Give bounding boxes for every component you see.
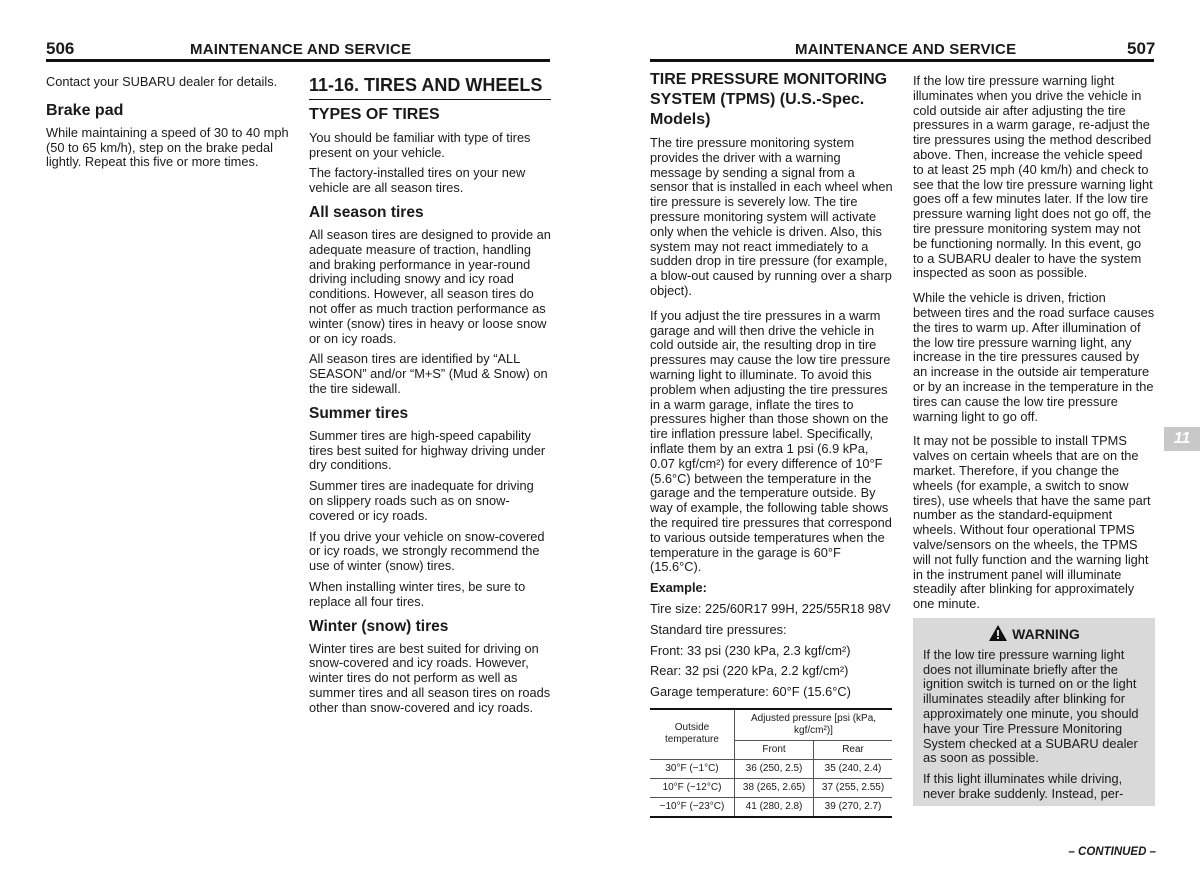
- example-label: Example:: [650, 580, 707, 596]
- warning-p1: If the low tire pressure warning light does not illuminate briefly after the ignition switch is turned on or the light illuminates steadily after blinking for approximately one minute, you should have your Tire Pressure Monitoring System checked at a SUBARU dealer as soon as possible.: [923, 646, 1139, 766]
- col4-p3: It may not be possible to install TPMS valves on certain wheels that are on the market. Therefore, if you change the wheels (for example, a switch to snow tires), use wheels that have the same part number as the standard-equipment wheels. Without four operational TPMS valve/sensors on the wheels, the TPMS will not fully function and the warning light in the instrument panel will illuminate steadily after blinking for approximately one minute.: [913, 433, 1151, 612]
- cell-front: 36 (250, 2.5): [735, 759, 814, 778]
- col4-p2: While the vehicle is driven, friction between tires and the road surface causes the tires to warm up. After illumination of the low tire pressure warning light, any increase in the tire pressures caused by an increase in the outside air temperature or by an increase in the temperature in the tires can cause the low tire pressure warning light to go off.: [913, 290, 1155, 424]
- running-head-left: MAINTENANCE AND SERVICE: [190, 41, 412, 58]
- tpms-p2: If you adjust the tire pressures in a warm garage and will then drive the vehicle in cold outside air, the resulting drop in tire pressures may cause the low tire pressure warning light to illuminate. To avoid this problem when adjusting the tire pressures in a warm garage, inflate the tires to pressures higher than those shown on the tire inflation pressure label. Specifically, inflate them by an extra 1 psi (6.9 kPa, 0.07 kgf/cm²) for every difference of 10°F (5.6°C) between the temperature in the garage and the temperature outside. By way of example, the following table shows the required tire pressures that correspond to various outside temperatures when the temperature in the garage is 60°F (15.6°C).: [650, 307, 892, 575]
- cell-rear: 35 (240, 2.4): [814, 759, 892, 778]
- types-p2: The factory-installed tires on your new vehicle are all season tires.: [309, 165, 526, 196]
- table-row: [650, 797, 892, 817]
- tire-size: Tire size: 225/60R17 99H, 225/55R18 98V: [650, 600, 891, 616]
- pressure-table: [650, 708, 892, 818]
- types-p1: You should be familiar with type of tires present on your vehicle.: [309, 129, 531, 160]
- summer-p1: Summer tires are high-speed capability tires best suited for highway driving under dry conditions.: [309, 427, 546, 473]
- intro-text: Contact your SUBARU dealer for details.: [46, 74, 278, 89]
- tpms-p1: The tire pressure monitoring system provides the driver with a warning message by sending a signal from a sensor that is installed in each wheel when tire pressure is severely low. The tire pressure monitoring system will activate only when the vehicle is driven. Also, this system may not react immediately to a sudden drop in tire pressure (for example, a blow-out caused by running over a sharp object).: [650, 135, 893, 298]
- warning-box: [913, 618, 1155, 806]
- section-title-rule: [309, 99, 551, 100]
- cell-temp: −10°F (−23°C): [650, 797, 735, 817]
- cell-temp: 30°F (−1°C): [650, 759, 735, 778]
- rear-pressure: Rear: 32 psi (220 kPa, 2.2 kgf/cm²): [650, 663, 849, 679]
- summer-p2: Summer tires are inadequate for driving on slippery roads such as on snow-covered or icy roads.: [309, 478, 534, 523]
- front-pressure: Front: 33 psi (230 kPa, 2.3 kgf/cm²): [650, 642, 851, 658]
- right-column-2: [913, 74, 1155, 806]
- types-of-tires-heading: TYPES OF TIRES: [309, 106, 440, 123]
- cell-front: 38 (265, 2.65): [735, 778, 814, 797]
- col-header-rear: Rear: [814, 740, 892, 759]
- header-rule-right: [650, 59, 1154, 62]
- warning-triangle-icon: [988, 624, 1008, 642]
- table-row: [650, 778, 892, 797]
- all-season-p1: All season tires are designed to provide an adequate measure of traction, handling and braking performance in year-round driving including snowy and icy road conditions. However, all season tires do not offer as much traction performance as winter (snow) tires in heavy or loose snow or on icy roads.: [309, 226, 551, 346]
- cell-front: 41 (280, 2.8): [735, 797, 814, 817]
- page-number-right: 507: [1127, 39, 1156, 58]
- col-header-front: Front: [735, 740, 814, 759]
- cell-rear: 37 (255, 2.55): [814, 778, 892, 797]
- table-row: [650, 759, 892, 778]
- right-column-1: [650, 70, 893, 818]
- winter-heading: Winter (snow) tires: [309, 617, 449, 635]
- header-rule-left: [46, 59, 550, 62]
- page-number-left: 506: [46, 39, 75, 58]
- cell-rear: 39 (270, 2.7): [814, 797, 892, 817]
- summer-p4: When installing winter tires, be sure to replace all four tires.: [309, 578, 526, 609]
- running-head-right: MAINTENANCE AND SERVICE: [795, 41, 1017, 58]
- col-header-adjusted: Adjusted pressure [psi (kPa, kgf/cm²)]: [735, 709, 893, 741]
- summer-heading: Summer tires: [309, 404, 409, 422]
- garage-temperature: Garage temperature: 60°F (15.6°C): [650, 684, 851, 700]
- warning-header: [923, 624, 1145, 642]
- continued-marker: – CONTINUED –: [1068, 846, 1156, 858]
- cell-temp: 10°F (−12°C): [650, 778, 735, 797]
- standard-pressures-label: Standard tire pressures:: [650, 621, 787, 637]
- col4-p1: If the low tire pressure warning light illuminates when you drive the vehicle in cold outside air after adjusting the tire pressures in a warm garage, re-adjust the tire pressures using the method described above. Then, increase the vehicle speed to at least 25 mph (40 km/h) and check to see that the low tire pressure warning light goes off a few minutes later. If the low tire pressure warning light does not go off, the tire pressure monitoring system may not be functioning normally. In this event, go to a SUBARU dealer to have the system inspected as soon as possible.: [913, 73, 1153, 281]
- brake-pad-text: While maintaining a speed of 30 to 40 mph (50 to 65 km/h), step on the brake pedal lightly. Repeat this five or more times.: [46, 124, 289, 170]
- warning-p2: If this light illuminates while driving, never brake suddenly. Instead, per-: [923, 771, 1124, 802]
- chapter-tab: 11: [1164, 427, 1200, 451]
- all-season-p2: All season tires are identified by “ALL SEASON” and/or “M+S” (Mud & Snow) on the tire sidewall.: [309, 351, 548, 396]
- left-column-2: [309, 74, 551, 722]
- col-header-outside: Outside temperature: [650, 709, 735, 760]
- warning-title: WARNING: [1012, 625, 1080, 642]
- section-title: 11-16. TIRES AND WHEELS: [309, 75, 543, 95]
- summer-p3: If you drive your vehicle on snow-covered or icy roads, we strongly recommend the use of winter (snow) tires.: [309, 528, 545, 574]
- winter-p1: Winter tires are best suited for driving on snow-covered and icy roads. However, winter tires do not perform as well as summer tires and all season tires on roads other than snow-covered and icy roads.: [309, 640, 551, 715]
- left-column-1: [46, 75, 292, 176]
- brake-pad-heading: Brake pad: [46, 101, 124, 119]
- tpms-title: TIRE PRESSURE MONITORING SYSTEM (TPMS) (U.S.-Spec. Models): [650, 71, 888, 128]
- all-season-heading: All season tires: [309, 203, 424, 221]
